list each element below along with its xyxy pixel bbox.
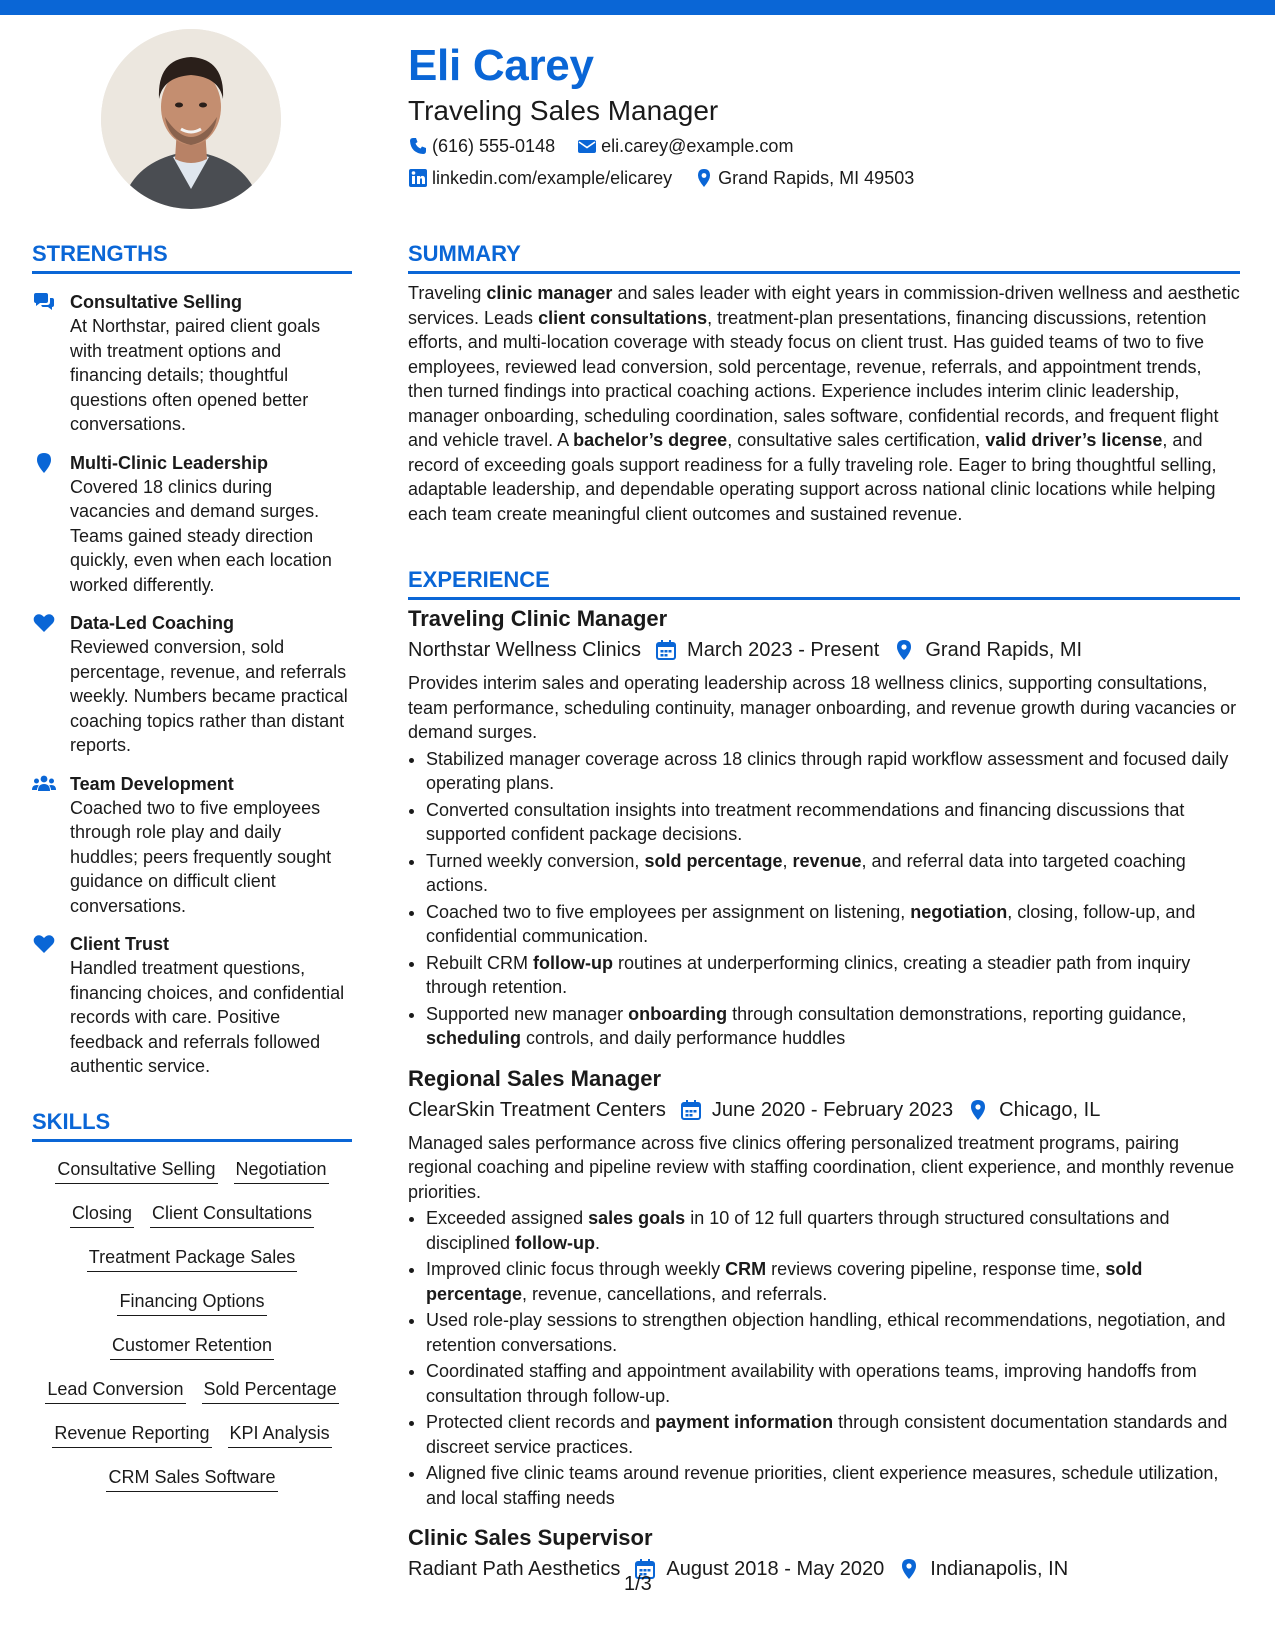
map-pin-icon — [893, 639, 915, 661]
contact-phone — [408, 134, 555, 158]
skill-tag: Consultative Selling — [55, 1158, 217, 1184]
strength-title: Data-Led Coaching — [70, 613, 235, 633]
bold-text: client consultations — [538, 307, 708, 328]
skill-tag: Customer Retention — [110, 1334, 274, 1360]
experience-heading: EXPERIENCE — [408, 567, 1240, 600]
job-entry — [408, 1524, 1240, 1582]
strength-body — [70, 611, 352, 758]
strength-description: Handled treatment questions, financing choices, and confidential records with care. Positive feedback and referrals followed authentic service. — [70, 958, 345, 1076]
strength-item — [32, 290, 352, 437]
contact-row-secondary — [408, 166, 936, 190]
bullet-item: • Stabilized manager coverage across 18 clinics through rapid workflow assessment and focused daily operating plans. — [426, 747, 1240, 796]
job-dates-text: June 2020 - February 2023 — [711, 1098, 954, 1121]
bullet-item: • Used role-play sessions to strengthen objection handling, ethical recommendations, negotiation, and retention conversations. — [426, 1308, 1240, 1357]
skill-tag: CRM Sales Software — [106, 1466, 277, 1492]
map-pin-icon — [32, 452, 56, 474]
job-entry — [408, 1065, 1240, 1511]
bold-text: sold percentage — [644, 850, 783, 871]
bold-text: bachelor’s degree — [573, 430, 728, 450]
bold-text: negotiation — [910, 901, 1008, 922]
heart-icon — [32, 612, 56, 634]
bullet-item: • Improved clinic focus through weekly CRM reviews covering pipeline, response time, sold percentage, revenue, cancellations, and referrals. — [426, 1257, 1240, 1306]
skill-row — [32, 1378, 352, 1404]
job-title: Traveling Clinic Manager — [408, 606, 668, 631]
bold-text: revenue — [792, 850, 862, 871]
top-accent-bar — [0, 0, 1275, 15]
job-title: Regional Sales Manager — [408, 1065, 662, 1091]
job-dates — [655, 637, 879, 663]
contact-row-primary — [408, 134, 815, 158]
strength-description: Covered 18 clinics during vacancies and demand surges. Teams gained steady direction quickly, even when each location worked differently. — [70, 476, 332, 595]
bullet-item: • Coached two to five employees per assignment on listening, negotiation, closing, follow-up, and confidential communication. — [426, 900, 1240, 949]
job-dates — [680, 1097, 953, 1123]
location-text: Grand Rapids, MI 49503 — [718, 168, 915, 188]
candidate-name: Eli Carey — [408, 41, 594, 90]
strength-title: Consultative Selling — [70, 292, 243, 312]
job-location — [898, 1556, 1068, 1582]
bold-text: valid driver’s license — [985, 430, 1163, 450]
bold-text: sold percentage — [426, 1259, 1143, 1304]
bullet-item: • Converted consultation insights into treatment recommendations and financing discussions that supported confident package decisions. — [426, 798, 1240, 847]
bold-text: clinic manager — [486, 283, 613, 303]
bullet-item: • Protected client records and payment information through consistent documentation standards and discreet service practices. — [426, 1410, 1240, 1459]
job-entry — [408, 605, 1240, 1051]
skill-tag: Treatment Package Sales — [87, 1246, 297, 1272]
strength-body — [70, 451, 352, 598]
users-icon — [32, 773, 56, 795]
summary-text: Traveling clinic manager and sales leader with eight years in commission-driven wellness and aesthetic services. Leads client consultations, treatment-plan presentations, financing discussions, retention efforts, and multi-location coverage with steady focus on client trust. Has guided teams of two to five employees, reviewed lead conversion, sold percentage, revenue, referrals, and appointment trends, then turned findings into practical coaching actions. Experience includes interim clinic leadership, manager onboarding, scheduling coordination, sales software, confidential records, and frequent flight and vehicle travel. A bachelor’s degree, consultative sales certification, valid driver’s license, and record of exceeding goals support readiness for a fully traveling role. Eager to bring thoughtful selling, adaptable leadership, and dependable operating support across national clinic locations while helping each team create meaningful client outcomes and sustained revenue. — [408, 283, 1240, 524]
contact-email — [577, 134, 793, 158]
strength-title: Multi-Clinic Leadership — [70, 452, 269, 473]
email-text[interactable]: eli.carey@example.com — [601, 136, 794, 156]
bold-text: follow-up — [533, 952, 614, 973]
experience-list — [408, 605, 1240, 1596]
job-location-text: Chicago, IL — [999, 1098, 1101, 1121]
skill-row — [32, 1246, 352, 1272]
bold-text: sales goals — [588, 1208, 686, 1228]
heart-icon — [32, 933, 56, 955]
job-title: Clinic Sales Supervisor — [408, 1525, 653, 1550]
envelope-icon — [577, 136, 597, 156]
skill-tag: Closing — [70, 1202, 134, 1228]
phone-icon — [408, 136, 428, 156]
page-number: 1/3 — [624, 1573, 652, 1595]
bold-text: CRM — [725, 1259, 767, 1279]
job-meta — [408, 637, 1240, 663]
strength-body — [70, 932, 352, 1079]
job-location — [893, 637, 1082, 663]
bold-text: scheduling — [426, 1028, 522, 1048]
skill-tag: Financing Options — [117, 1290, 266, 1316]
strength-description: At Northstar, paired client goals with treatment options and financing details; thoughtful questions often opened better conversations. — [70, 316, 321, 434]
strength-body — [70, 290, 352, 437]
job-location-text: Indianapolis, IN — [930, 1558, 1069, 1580]
bullet-item: • Supported new manager onboarding through consultation demonstrations, reporting guidance, scheduling controls, and daily performance huddles — [426, 1002, 1240, 1051]
strength-description: Coached two to five employees through role play and daily huddles; peers frequently sought guidance on difficult client conversations. — [70, 797, 332, 916]
bold-text: onboarding — [628, 1003, 728, 1024]
skill-tag: Lead Conversion — [45, 1378, 185, 1404]
strength-item — [32, 611, 352, 758]
calendar-icon — [655, 639, 677, 661]
strength-description: Reviewed conversion, sold percentage, revenue, and referrals weekly. Numbers became practical coaching topics rather than distant reports. — [70, 637, 348, 755]
calendar-icon — [680, 1099, 702, 1121]
contact-location — [694, 166, 914, 190]
job-meta — [408, 1556, 1240, 1582]
skill-tag: Client Consultations — [150, 1202, 314, 1228]
strength-item — [32, 772, 352, 919]
map-pin-icon — [967, 1099, 989, 1121]
skill-row — [32, 1158, 352, 1184]
profile-photo — [101, 29, 281, 209]
bullet-item: • Aligned five clinic teams around revenue priorities, client experience measures, schedule utilization, and local staffing needs — [426, 1461, 1240, 1510]
skill-tag: KPI Analysis — [228, 1422, 332, 1448]
strength-title: Team Development — [70, 773, 234, 794]
strength-body — [70, 772, 352, 919]
bold-text: payment information — [655, 1412, 834, 1432]
bullet-item: • Turned weekly conversion, sold percentage, revenue, and referral data into targeted coaching actions. — [426, 849, 1240, 898]
job-company: Northstar Wellness Clinics — [408, 639, 642, 661]
summary-heading: SUMMARY — [408, 241, 1240, 274]
strengths-list — [32, 290, 352, 1093]
job-dates — [634, 1556, 884, 1582]
job-bullets — [408, 1206, 1240, 1510]
bullet-item: • Coordinated staffing and appointment availability with operations teams, improving handoffs from consultation through follow-up. — [426, 1359, 1240, 1408]
strength-item — [32, 451, 352, 598]
job-dates-text: March 2023 - Present — [687, 639, 880, 661]
strengths-heading: STRENGTHS — [32, 241, 352, 274]
linkedin-text[interactable]: linkedin.com/example/elicarey — [432, 168, 673, 188]
linkedin-icon — [408, 168, 428, 188]
bullet-item: • Rebuilt CRM follow-up routines at underperforming clinics, creating a steadier path from inquiry through retention. — [426, 951, 1240, 1000]
candidate-title: Traveling Sales Manager — [408, 95, 719, 126]
chat-bubbles-icon — [32, 291, 56, 313]
map-pin-icon — [898, 1558, 920, 1580]
map-pin-icon — [694, 168, 714, 188]
job-location — [967, 1097, 1100, 1123]
skill-row — [32, 1290, 352, 1316]
strength-item — [32, 932, 352, 1079]
contact-linkedin — [408, 166, 672, 190]
job-location-text: Grand Rapids, MI — [925, 639, 1083, 661]
skills-heading: SKILLS — [32, 1109, 352, 1142]
skill-tag: Sold Percentage — [202, 1378, 339, 1404]
job-description: Provides interim sales and operating leadership across 18 wellness clinics, supporting consultations, team performance, scheduling continuity, manager onboarding, and revenue growth during vacancies or demand surges. — [408, 673, 1237, 742]
phone-text[interactable]: (616) 555-0148 — [432, 136, 556, 156]
skill-row — [32, 1334, 352, 1360]
skill-tag: Negotiation — [234, 1158, 329, 1184]
job-meta — [408, 1097, 1240, 1123]
job-company: ClearSkin Treatment Centers — [408, 1098, 666, 1121]
skill-row — [32, 1202, 352, 1228]
skills-list — [32, 1158, 352, 1510]
job-bullets — [408, 747, 1240, 1051]
skill-row — [32, 1466, 352, 1492]
job-dates-text: August 2018 - May 2020 — [666, 1558, 885, 1580]
bullet-item: • Exceeded assigned sales goals in 10 of 12 full quarters through structured consultations and disciplined follow-up. — [426, 1206, 1240, 1255]
job-description: Managed sales performance across five clinics offering personalized treatment programs, pairing regional coaching and pipeline review with staffing coordination, client experience, and monthly revenue priorities. — [408, 1132, 1235, 1202]
bold-text: follow-up — [515, 1232, 596, 1253]
skill-row — [32, 1422, 352, 1448]
job-company: Radiant Path Aesthetics — [408, 1558, 621, 1580]
skill-tag: Revenue Reporting — [52, 1422, 211, 1448]
strength-title: Client Trust — [70, 934, 170, 954]
